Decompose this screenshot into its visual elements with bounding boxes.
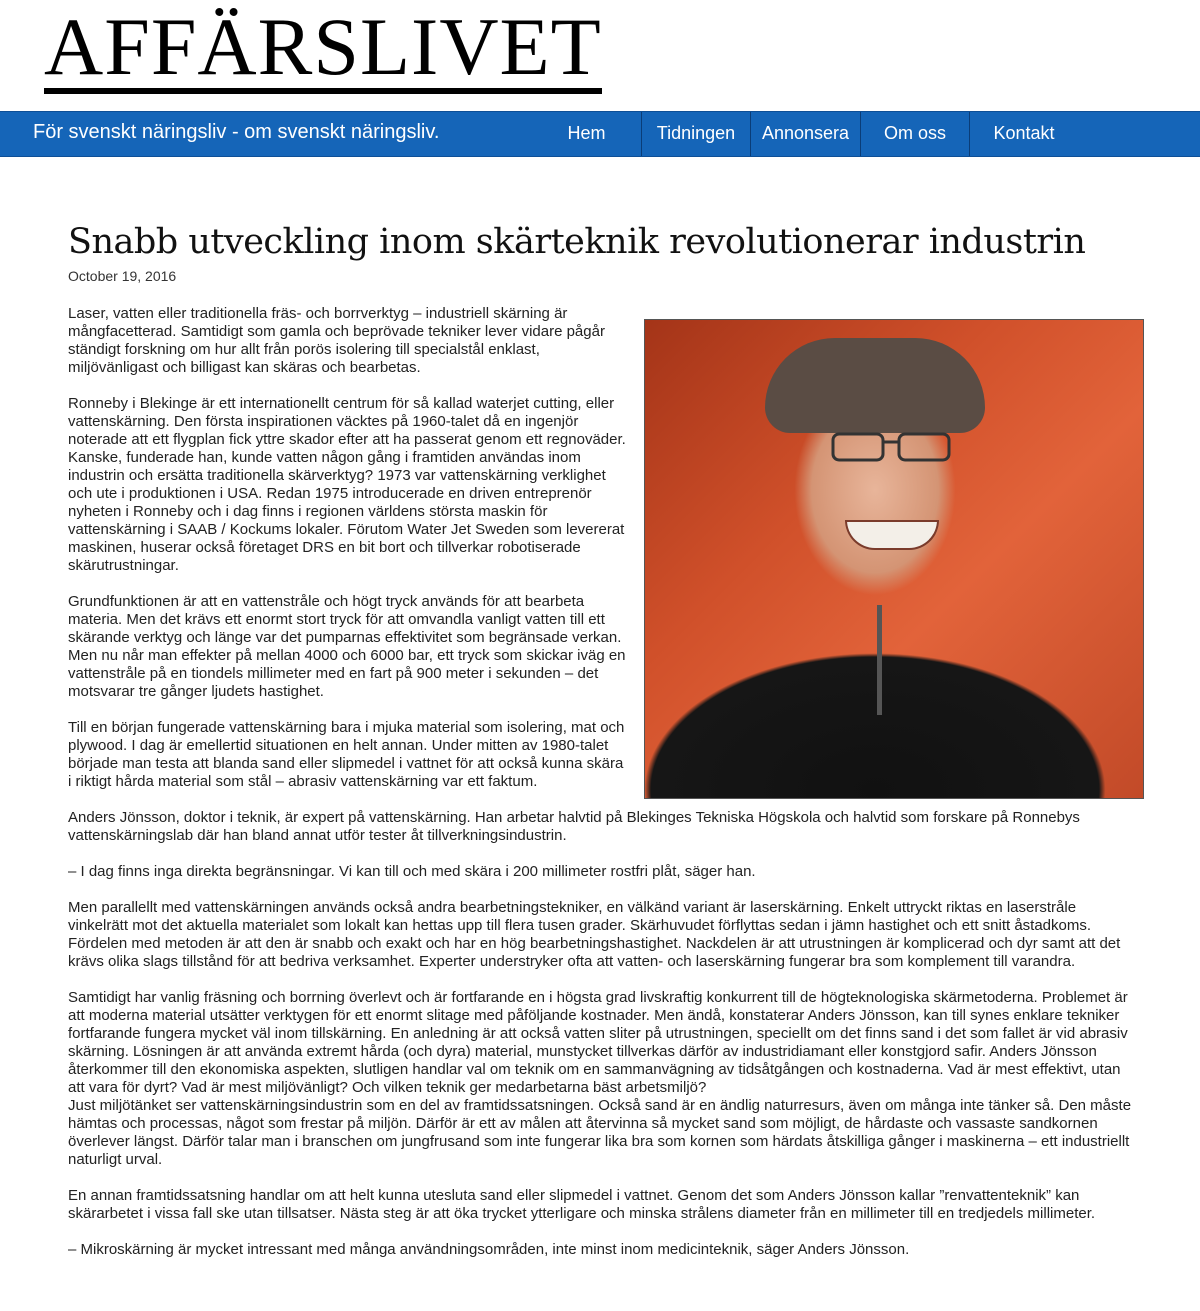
site-tagline: För svenskt näringsliv - om svenskt näringsliv.	[33, 121, 440, 143]
photo-zipper	[877, 605, 882, 715]
nav-item-kontakt[interactable]: Kontakt	[993, 123, 1055, 143]
navbar	[0, 111, 1200, 157]
article-quote: – I dag finns inga direkta begränsningar. Vi kan till och med skära i 200 millimeter rostfri plåt, säger han.	[68, 863, 756, 880]
masthead	[44, 1, 602, 94]
article-paragraph: Ronneby i Blekinge är ett internationellt centrum för så kallad waterjet cutting, eller vattenskärning. Den första inspirationen väcktes på 1960-talet då en ingenjör noterade att ett flygplan fick yttre skador efter att ha passerat genom ett regnoväder. Kanske, funderade han, kunde vatten någon gång i framtiden användas inom industrin och ersätta traditionella skärverktyg? 1973 var vattenskärning verklighet och ute i produktionen i USA. Redan 1975 introducerade en driven entreprenör nyheten i Ronneby och i dag finns i regionen världens största maskin för vattenskärning i SAAB / Kockums lokaler. Förutom Water Jet Sweden som levererat maskinen, huserar också företaget DRS en bit bort och tillverkar robotiserade skärutrustningar.	[68, 395, 626, 574]
article-paragraph: En annan framtidssatsning handlar om att helt kunna utesluta sand eller slipmedel i vattnet. Genom det som Anders Jönsson kallar ”renvattenteknik” kan skärarbetet i vissa fall ske utan tillsatser. Nästa steg är att öka trycket ytterligare och minska strålens diameter från en millimeter till en tredjedels millimeter.	[68, 1187, 1096, 1222]
nav-item-om-oss[interactable]: Om oss	[861, 112, 970, 156]
article-paragraph: Samtidigt har vanlig fräsning och borrning överlevt och är fortfarande en i högsta grad livskraftig konkurrent till de högteknologiska skärmetoderna. Problemet är att moderna material utsätter verktygen för ett enormt slitage med påföljande kostnader. Men ändå, konstaterar Anders Jönsson, kan till synes enklare tekniker fortfarande fungera mycket väl inom tillskärning. En anledning är att också vatten sliter på utrustningen, speciellt om det finns sand i det som fallet är vid abrasiv skärning. Lösningen är att använda extremt hårda (och dyra) material, munstycket tillverkas därför av industridiamant eller konstgjord safir. Anders Jönsson återkommer till den ekonomiska aspekten, slutligen handlar val om teknik om en sammanvägning av tidsåtgången och kostnaderna. Vad är mest effektivt, utan att vara för dyrt? Vad är mest miljövänligt? Och vilken teknik ger medarbetarna bäst arbetsmiljö?	[68, 989, 1128, 1096]
article-paragraph: Till en början fungerade vattenskärning bara i mjuka material som isolering, mat och plywood. I dag är emellertid situationen en helt annan. Under mitten av 1980-talet började man testa att blanda sand eller slipmedel i vattnet för att också kunna skära i riktigt hårda material som stål – abrasiv vattenskärning var ett faktum.	[68, 719, 625, 790]
article-paragraph: Men parallellt med vattenskärningen används också andra bearbetningstekniker, en välkänd variant är laserskärning. Enkelt uttryckt riktas en laserstråle vinkelrätt mot det aktuella materialet som lokalt kan hettas upp till flera tusen grader. Skärhuvudet förflyttas sedan i jämn hastighet och ett snitt åstadkoms. Fördelen med metoden är att den är snabb och exakt och har en hög bearbetningshastighet. Nackdelen är att utrustningen är komplicerad och dyr samt att det krävs olika slags tillstånd för att bedriva verksamhet. Experter understryker ofta att vatten- och laserskärning fungerar bra som komplement till varandra.	[68, 899, 1121, 970]
nav-item-annonsera[interactable]: Annonsera	[751, 112, 861, 156]
article-date: October 19, 2016	[68, 268, 177, 284]
photo-hair	[765, 338, 985, 433]
nav-item-tidningen[interactable]: Tidningen	[642, 112, 751, 156]
article-paragraph: Laser, vatten eller traditionella fräs- och borrverktyg – industriell skärning är mångfacetterad. Samtidigt som gamla och beprövade tekniker lever vidare pågår ständigt forskning om hur allt från porös isolering till specialstål enklast, miljövänligast och billigast kan skäras och bearbetas.	[68, 305, 605, 376]
article-title: Snabb utveckling inom skärteknik revolutionerar industrin	[68, 222, 1086, 262]
photo-glasses	[831, 430, 951, 464]
nav-item-hem[interactable]: Hem	[532, 112, 642, 156]
article-photo	[644, 319, 1144, 799]
article-paragraph: Just miljötänket ser vattenskärningsindustrin som en del av framtidssatsningen. Också sand är en ändlig naturresurs, även om många inte tänker så. Den måste hämtas och processas, något som frestar på miljön. Därför är ett av målen att återvinna så mycket sand som möjligt, de hårdaste och vassaste sandkornen överlever längst. Därför talar man i branschen om jungfrusand som inte fungerar lika bra som kornen som härdats åtskilliga gånger i maskinerna – ett industriellt naturligt urval.	[68, 1097, 1132, 1168]
article	[68, 218, 1138, 1277]
site-logo[interactable]: AFFÄRSLIVET	[44, 1, 602, 92]
article-paragraph: Grundfunktionen är att en vattenstråle och högt tryck används för att bearbeta materia. Men det krävs ett enormt stort tryck för att omvandla vanligt vatten till ett skärande verktyg och länge var det pumparnas effektivitet som begränsade verkan. Men nu når man effekter på mellan 4000 och 6000 bar, ett tryck som skickar iväg en vattenstråle på en tiondels millimeter med en fart på 900 meter i sekunden – det motsvarar tre gånger ljudets hastighet.	[68, 593, 626, 700]
photo-smile	[845, 520, 939, 550]
main-nav	[532, 112, 1078, 156]
article-paragraph: Anders Jönsson, doktor i teknik, är expert på vattenskärning. Han arbetar halvtid på Blekinges Tekniska Högskola och halvtid som forskare på Ronnebys vattenskärningslab där han bland annat utför tester åt tillverkningsindustrin.	[68, 809, 1080, 844]
article-quote: – Mikroskärning är mycket intressant med många användningsområden, inte minst inom medicinteknik, säger Anders Jönsson.	[68, 1241, 910, 1258]
